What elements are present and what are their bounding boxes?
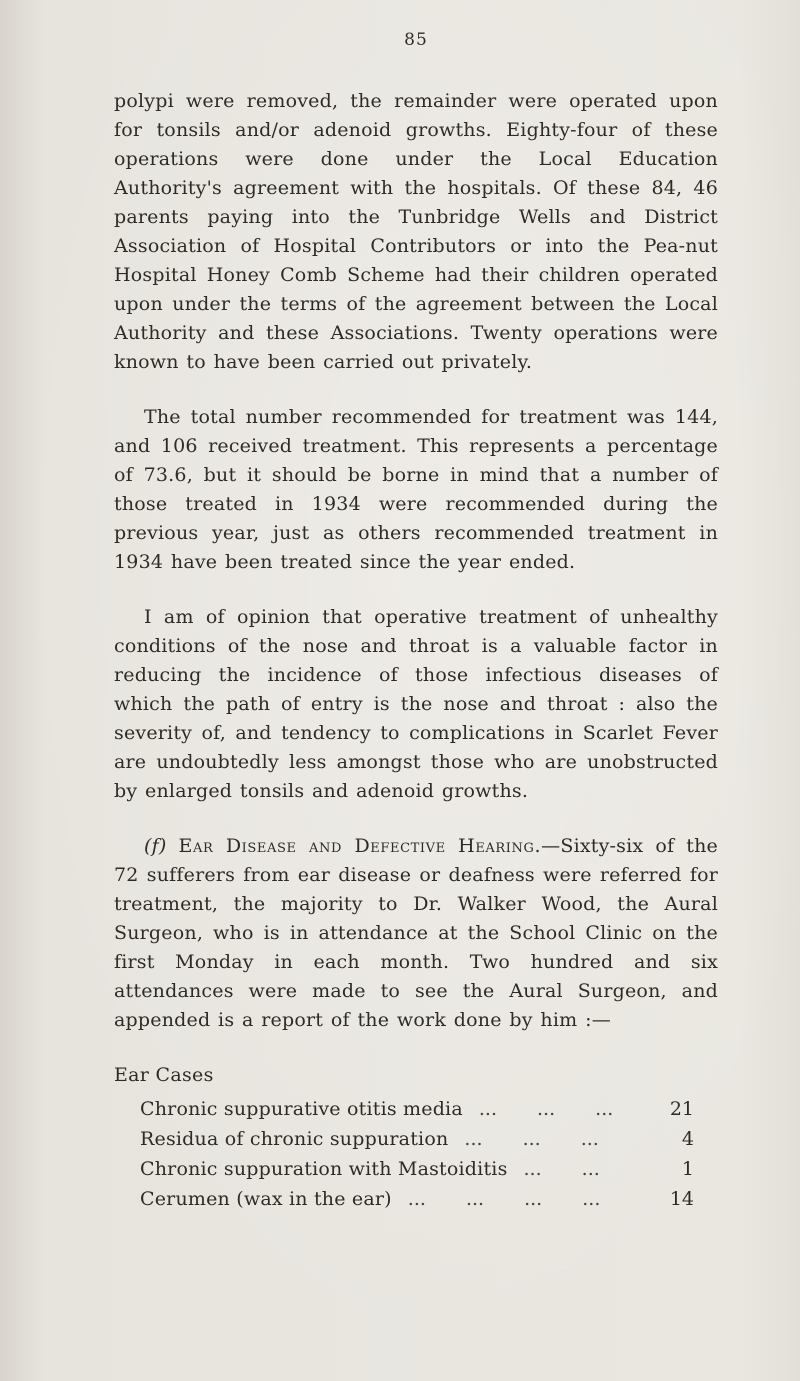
dot-leader: ... ...: [523, 1158, 600, 1180]
row-label: Chronic suppurative otitis media: [140, 1098, 463, 1120]
section-f-paragraph: [114, 832, 718, 1035]
body-paragraph-opinion: I am of opinion that operative treatment of unhealthy conditions of the nose and throat is a valuable factor in reducing the incidence of those infectious diseases of which the path of entry is the nose and throat : also the severity of, and tendency to complications in Scarlet Fever are undoubtedly less amongst those who are unobstructed by enlarged tonsils and adenoid growths.: [114, 606, 718, 802]
row-label: Residua of chronic suppuration: [140, 1128, 449, 1150]
row-value: 1: [681, 1158, 694, 1180]
body-paragraph-treatment-totals: The total number recommended for treatment was 144, and 106 received treatment. This represents a percentage of 73.6, but it should be borne in mind that a number of those treated in 1934 were recommended during the previous year, just as others recommended treatment in 1934 have been treated since the year ended.: [114, 406, 718, 573]
dot-leader: ... ... ... ...: [407, 1188, 601, 1210]
table-row-residua: [114, 1124, 694, 1154]
dot-leader: ... ... ...: [478, 1098, 614, 1120]
page-number: 85: [404, 30, 428, 50]
row-label: Cerumen (wax in the ear): [140, 1188, 392, 1210]
row-value: 14: [669, 1188, 694, 1210]
row-value: 21: [669, 1098, 694, 1120]
dot-leader: ... ... ...: [464, 1128, 599, 1150]
body-paragraph-operations: polypi were removed, the remainder were operated upon for tonsils and/or adenoid growths. Eighty-four of these operations were done under the Local Education Authority's agreement with the hospitals. Of these 84, 46 parents paying into the Tunbridge Wells and District Association of Hospital Contributors or into the Pea-nut Hospital Honey Comb Scheme had their children operated upon under the terms of the agreement between the Local Authority and these Associations. Twenty operations were known to have been carried out privately.: [114, 90, 718, 373]
section-f-heading: Ear Disease and Defective Hearing.: [178, 835, 542, 857]
table-row-cerumen: [114, 1184, 694, 1214]
ear-cases-table-title: Ear Cases: [114, 1064, 214, 1086]
table-row-mastoiditis: [114, 1154, 694, 1184]
table-row-otitis-media: [114, 1094, 694, 1124]
section-f-body-text: —Sixty-six of the 72 sufferers from ear disease or deafness were referred for treatment, the majority to Dr. Walker Wood, the Aural Surgeon, who is in attendance at the School Clinic on the first Monday in each month. Two hundred and six attendances were made to see the Aural Surgeon, and appended is a report of the work done by him :—: [114, 835, 718, 1031]
row-value: 4: [681, 1128, 694, 1150]
section-f-letter: (f): [144, 835, 179, 857]
ear-cases-table: [114, 1061, 718, 1214]
row-label: Chronic suppuration with Mastoiditis: [140, 1158, 508, 1180]
